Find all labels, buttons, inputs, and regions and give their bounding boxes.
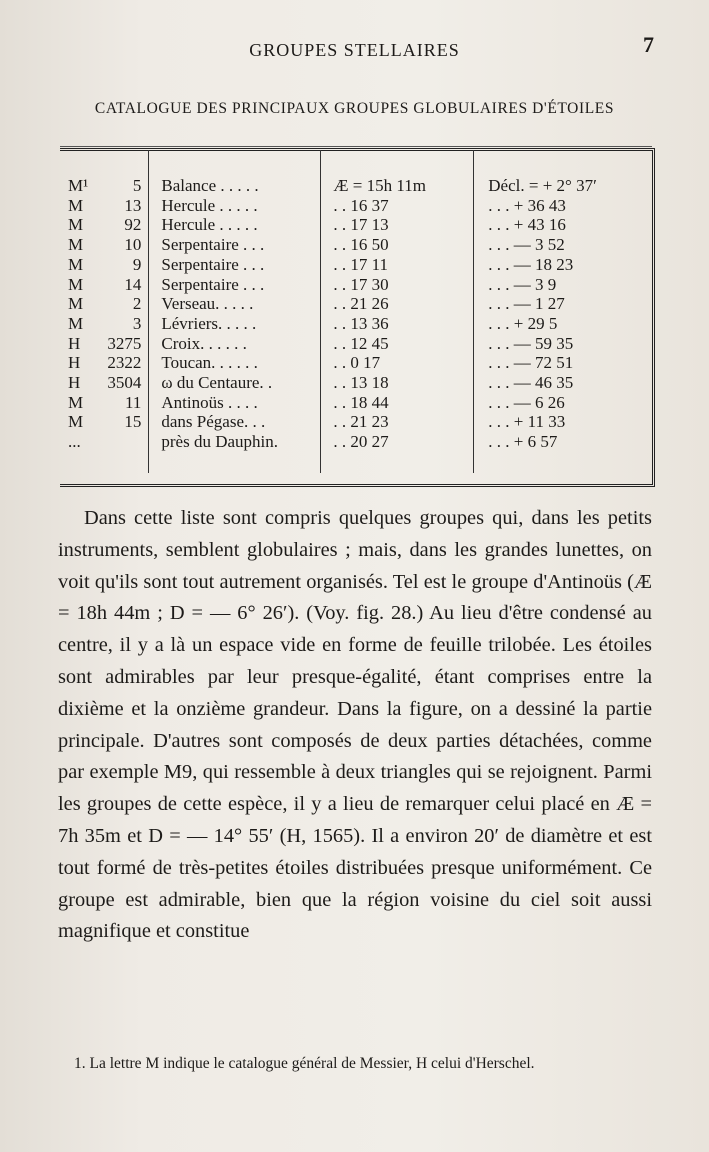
table-row — [68, 235, 648, 255]
table-row — [68, 314, 648, 334]
table-row — [68, 215, 648, 235]
catalogue-letter: M — [68, 215, 84, 235]
catalogue-letter: M — [68, 195, 84, 215]
constellation: Croix. . . . . . — [161, 333, 247, 353]
table-row — [68, 412, 648, 432]
right-ascension: . . 0 17 — [333, 353, 381, 373]
declination: . . . — 59 35 — [488, 333, 574, 353]
table-top-rule — [60, 146, 652, 147]
table-row — [68, 432, 648, 452]
constellation: Antinoüs . . . . — [161, 392, 258, 412]
constellation: Hercule . . . . . — [161, 215, 258, 235]
catalogue-letter: M — [68, 392, 84, 412]
constellation: Verseau. . . . . — [161, 294, 254, 314]
catalogue-letter: H — [68, 373, 81, 393]
right-ascension: . . 12 45 — [333, 333, 389, 353]
catalogue-number: 5 — [132, 176, 142, 195]
catalogue-number: 9 — [132, 254, 142, 274]
table-row — [68, 353, 648, 373]
constellation: Hercule . . . . . — [161, 195, 258, 215]
table-row — [68, 373, 648, 393]
declination: . . . + 11 33 — [488, 412, 566, 432]
declination: . . . — 1 27 — [488, 294, 565, 314]
right-ascension: . . 16 50 — [333, 235, 389, 255]
constellation: Serpentaire . . . — [161, 254, 265, 274]
globular-cluster-table — [68, 176, 648, 452]
constellation: Balance . . . . . — [161, 176, 259, 195]
table-row — [68, 176, 648, 196]
table-row — [68, 334, 648, 354]
catalogue-number: 92 — [124, 215, 142, 235]
table-row — [68, 255, 648, 275]
table-row — [68, 196, 648, 216]
right-ascension: . . 13 18 — [333, 373, 389, 393]
declination: . . . + 43 16 — [488, 215, 566, 235]
declination: Décl. = + 2° 37′ — [488, 176, 597, 195]
page-number: 7 — [643, 32, 654, 57]
catalogue-letter: M — [68, 313, 84, 333]
constellation: Serpentaire . . . — [161, 235, 265, 255]
declination: . . . — 3 52 — [488, 235, 565, 255]
declination: . . . — 6 26 — [488, 392, 565, 412]
right-ascension: . . 13 36 — [333, 313, 389, 333]
table-caption: CATALOGUE DES PRINCIPAUX GROUPES GLOBULAIRES D'ÉTOILES — [94, 100, 615, 117]
right-ascension: . . 18 44 — [333, 392, 389, 412]
catalogue-letter: M — [68, 254, 84, 274]
catalogue-letter: M¹ — [68, 176, 89, 195]
catalogue-number — [104, 432, 151, 452]
catalogue-number: 11 — [125, 392, 142, 412]
catalogue-number: 10 — [124, 235, 142, 255]
declination: . . . — 72 51 — [488, 353, 574, 373]
declination: . . . — 46 35 — [488, 373, 574, 393]
right-ascension: . . 20 27 — [333, 432, 389, 452]
catalogue-number: 15 — [124, 412, 142, 432]
catalogue-number: 2 — [132, 294, 142, 314]
footnote: 1. La lettre M indique le catalogue général de Messier, H celui d'Herschel. — [74, 1055, 535, 1072]
body-text — [58, 503, 652, 948]
catalogue-letter: ... — [68, 432, 81, 452]
right-ascension: . . 17 11 — [333, 254, 389, 274]
right-ascension: . . 21 26 — [333, 294, 389, 314]
catalogue-number: 3275 — [107, 333, 142, 353]
constellation: dans Pégase. . . — [161, 412, 266, 432]
catalogue-number: 3 — [132, 313, 142, 333]
constellation: Lévriers. . . . . — [161, 313, 257, 333]
declination: . . . — 18 23 — [488, 254, 574, 274]
table-row — [68, 393, 648, 413]
constellation: ω du Centaure. . — [161, 373, 273, 393]
right-ascension: . . 17 30 — [333, 274, 389, 294]
catalogue-number: 3504 — [107, 373, 142, 393]
body-paragraph: Dans cette liste sont compris quelques groupes qui, dans les petits instruments, semblent globulaires ; mais, dans les grandes lunettes, on voit qu'ils sont tout autrement organisés. Tel est le groupe d'Antinoüs (Æ = 18h 44m ; D = — 6° 26′). (Voy. fig. 28.) Au lieu d'être condensé au centre, il y a là un espace vide en forme de feuille trilobée. Les étoiles sont admirables par leur presque-égalité, étant comprises entre la dixième et la onzième grandeur. Dans la figure, on a dessiné la partie principale. D'autres sont composés de deux parties détachées, comme par exemple M9, qui ressemble à deux triangles qui se rejoignent. Parmi les groupes de cette espèce, il y a lieu de remarquer celui placé en Æ = 7h 35m et D = — 14° 55′ (H, 1565). Il a environ 20′ de diamètre et est tout formé de très-petites étoiles distribuées presque uniformément. Ce groupe est admirable, bien que la région voisine du ciel soit aussi magnifique et constitue — [58, 507, 652, 943]
right-ascension: . . 16 37 — [333, 195, 389, 215]
declination: . . . — 3 9 — [488, 274, 557, 294]
constellation: près du Dauphin. — [161, 432, 278, 452]
catalogue-number: 14 — [124, 274, 142, 294]
declination: . . . + 36 43 — [488, 195, 566, 215]
declination: . . . + 29 5 — [488, 313, 558, 333]
catalogue-number: 13 — [124, 195, 142, 215]
catalogue-letter: H — [68, 333, 81, 353]
catalogue-letter: M — [68, 412, 84, 432]
table-row — [68, 275, 648, 295]
catalogue-letter: M — [68, 235, 84, 255]
right-ascension: . . 21 23 — [333, 412, 389, 432]
right-ascension: Æ = 15h 11m — [333, 176, 426, 195]
catalogue-letter: M — [68, 294, 84, 314]
constellation: Toucan. . . . . . — [161, 353, 258, 373]
catalogue-letter: H — [68, 353, 81, 373]
right-ascension: . . 17 13 — [333, 215, 389, 235]
catalogue-number: 2322 — [107, 353, 142, 373]
running-head: GROUPES STELLAIRES — [249, 40, 460, 60]
declination: . . . + 6 57 — [488, 432, 558, 452]
constellation: Serpentaire . . . — [161, 274, 265, 294]
catalogue-letter: M — [68, 274, 84, 294]
table-row — [68, 294, 648, 314]
